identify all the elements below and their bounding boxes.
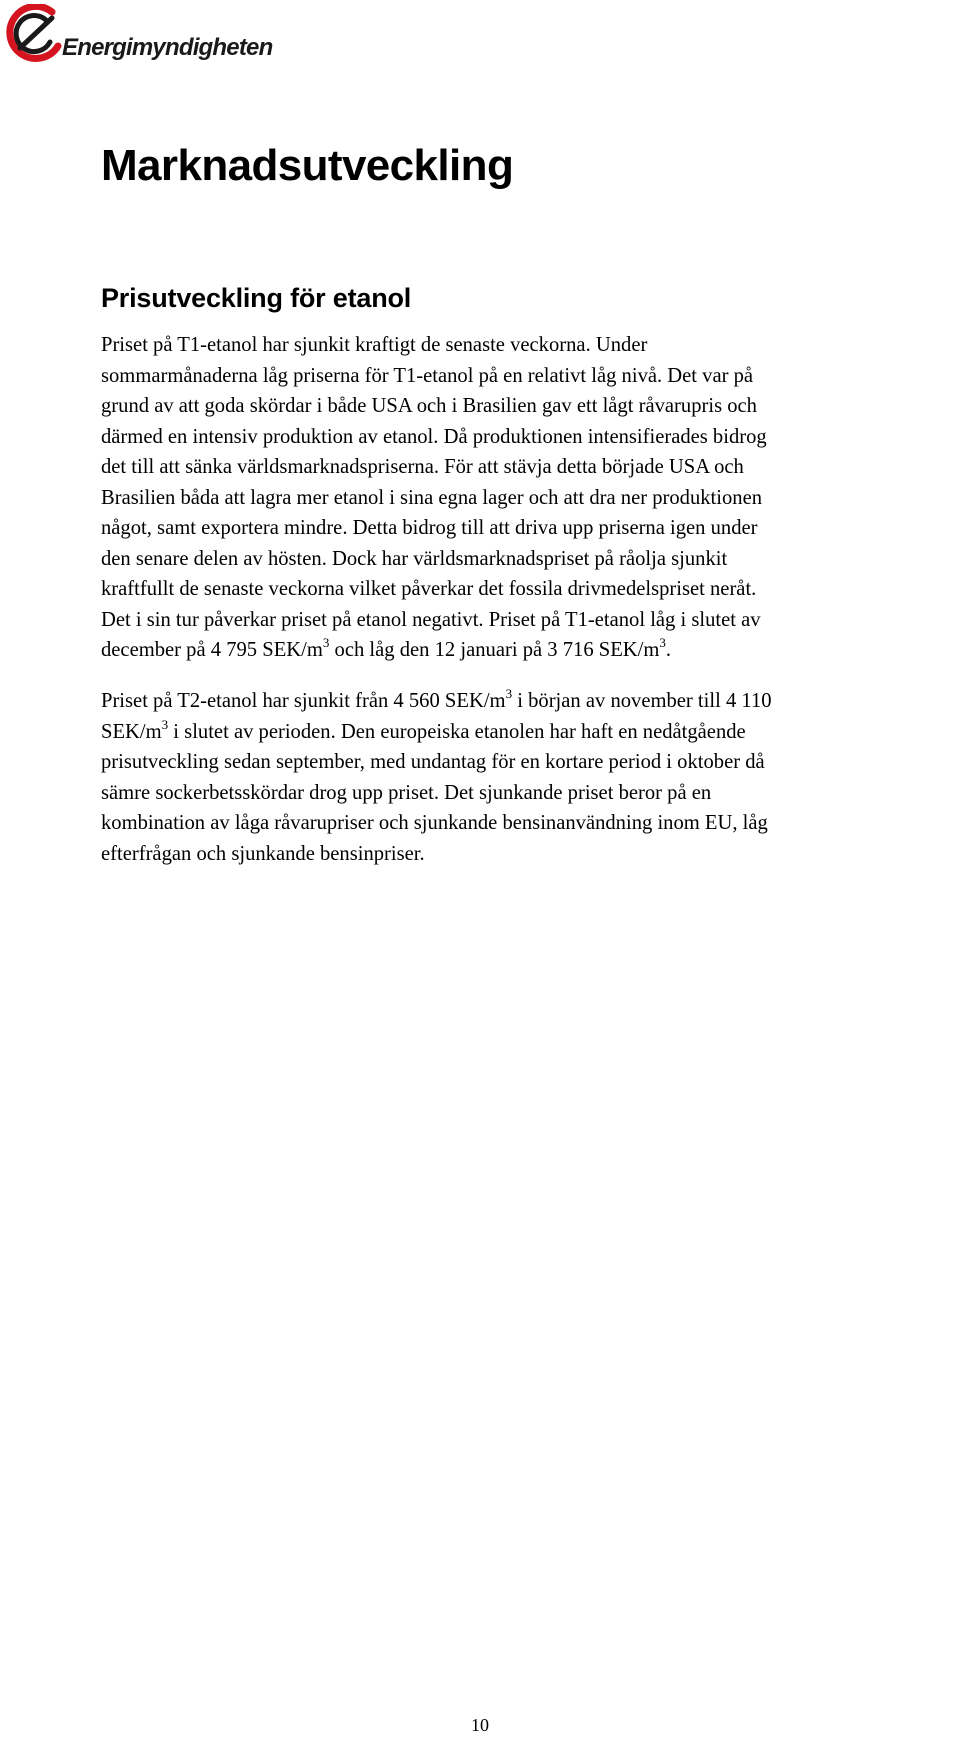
text-run: i början av november till 4 110 xyxy=(512,690,772,712)
text-line: något, samt exportera mindre. Detta bidrog till att driva upp priserna igen under xyxy=(101,517,758,539)
section-heading: Prisutveckling för etanol xyxy=(101,283,412,313)
text-run: december på 4 795 SEK/m xyxy=(101,639,323,661)
energimyndigheten-logo xyxy=(6,4,278,66)
text-line: efterfrågan och sjunkande bensinpriser. xyxy=(101,842,425,865)
text-line: sämre sockerbetsskördar drog upp priset. Det sjunkande priset beror på en xyxy=(101,781,712,804)
text-line: grund av att goda skördar i både USA och i Brasilien gav ett lågt råvarupris och xyxy=(101,395,757,417)
superscript: 3 xyxy=(659,635,666,650)
paragraph-t2-ethanol xyxy=(101,686,772,869)
page-number: 10 xyxy=(471,1715,489,1735)
text-line: kombination av låga råvarupriser och sjunkande bensinanvändning inom EU, låg xyxy=(101,812,768,834)
superscript: 3 xyxy=(505,686,513,701)
page-title: Marknadsutveckling xyxy=(101,141,514,190)
text-run: och låg den 12 januari på 3 716 SEK/m xyxy=(329,639,660,661)
text-line: den senare delen av hösten. Dock har världsmarknadspriset på råolja sjunkit xyxy=(101,547,728,570)
logo-mark-icon xyxy=(6,4,66,64)
text-line: kraftfullt de senaste veckorna vilket påverkar det fossila drivmedelspriset neråt. xyxy=(101,578,757,600)
text-run: Priset på T2-etanol har sjunkit från 4 560 SEK/m xyxy=(101,690,506,712)
text-line: Det i sin tur påverkar priset på etanol negativt. Priset på T1-etanol låg i slutet av xyxy=(101,608,761,631)
text-line xyxy=(101,717,772,748)
text-line: prisutveckling sedan september, med undantag för en kortare period i oktober då xyxy=(101,751,765,773)
text-line: Brasilien båda att lagra mer etanol i sina egna lager och att dra ner produktionen xyxy=(101,486,763,509)
text-line: det till att sänka världsmarknadspriserna. För att stävja detta började USA och xyxy=(101,456,744,478)
superscript: 3 xyxy=(322,635,330,650)
text-line xyxy=(101,686,772,717)
logo-wordmark: Energimyndigheten xyxy=(62,34,273,61)
superscript: 3 xyxy=(161,716,169,732)
text-line: därmed en intensiv produktion av etanol. Då produktionen intensifierades bidrog xyxy=(101,425,767,448)
text-run: . xyxy=(665,639,672,661)
text-line: sommarmånaderna låg priserna för T1-etanol på en relativt låg nivå. Det var på xyxy=(101,364,754,387)
text-run: i slutet av perioden. Den europeiska etanolen har haft en nedåtgående xyxy=(168,720,746,743)
text-run: SEK/m xyxy=(101,720,162,743)
text-line: Priset på T1-etanol har sjunkit kraftigt de senaste veckorna. Under xyxy=(101,334,648,356)
paragraph-t1-ethanol xyxy=(101,330,767,666)
text-line xyxy=(101,635,767,666)
